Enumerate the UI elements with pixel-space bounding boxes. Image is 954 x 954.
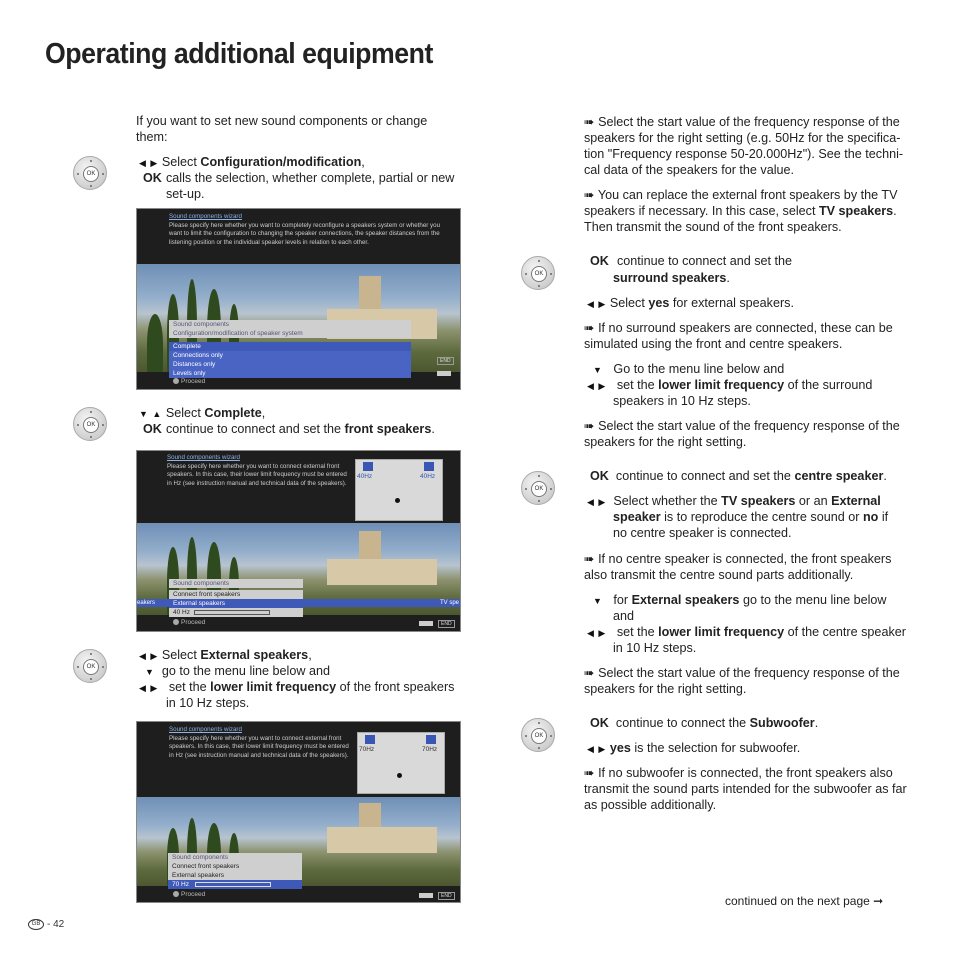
left-speaker-icon xyxy=(365,735,375,744)
note-replace-speakers: ➠ You can replace the external front speakers by the TV speakers if necessary. In this case, select TV speakers. Then transmit the sound of the front speakers. xyxy=(584,188,898,234)
ok-key-icon xyxy=(173,619,179,625)
page-number: - 42 xyxy=(47,919,65,931)
right-speaker-icon xyxy=(424,462,434,471)
down2-line2: and xyxy=(613,609,635,623)
frequency-slider[interactable] xyxy=(195,882,271,887)
left-right-arrows-icon: ◀ ▶ xyxy=(587,628,607,638)
left-right-arrows-icon: ◀ ▶ xyxy=(139,158,159,168)
left-frequency: 40Hz xyxy=(357,473,373,480)
right-edge-label: TV spe xyxy=(440,600,460,606)
set2-line: ◀ ▶ set the lower limit frequency of the centre speaker xyxy=(587,625,906,639)
tv-screen-2 xyxy=(136,450,461,632)
pointing-hand-icon: ➠ xyxy=(584,552,595,566)
menu-item-levels-only[interactable]: Levels only xyxy=(169,369,411,378)
end-key: END xyxy=(438,892,455,900)
menu-item-external-speakers[interactable]: External speakers xyxy=(169,599,303,608)
set1-line: ◀ ▶ set the lower limit frequency of the surround xyxy=(587,378,873,392)
tv-screen-1 xyxy=(136,208,461,390)
pointing-hand-icon: ➠ xyxy=(584,766,595,780)
note-start-value: ➠ Select the start value of the frequency response of the speakers for the right setting (e.g. 50Hz for the specifica-tion "Frequency response 50-20.000Hz"). See the techni-cal data of the speakers for the value. xyxy=(584,115,904,177)
ok-key-icon xyxy=(173,378,179,384)
ok2-line: OK continue to connect and set the centre speaker. xyxy=(590,469,887,483)
menu-item-connect-front[interactable]: Connect front speakers xyxy=(169,590,303,599)
pointing-hand-icon: ➠ xyxy=(584,419,595,433)
set1-line2: speakers in 10 Hz steps. xyxy=(613,394,751,408)
down1-line: ▼ Go to the menu line below and xyxy=(593,362,785,376)
sel2-line: ◀ ▶ Select whether the TV speakers or an External xyxy=(587,494,881,508)
back-key-icon xyxy=(419,621,433,626)
ok-label: OK xyxy=(531,266,547,282)
menu-header: Sound components xyxy=(168,853,302,862)
sel1-line: ◀ ▶ Select yes for external speakers. xyxy=(587,296,794,310)
note-no-subwoofer: ➠ If no subwoofer is connected, the front speakers also transmit the sound parts intended for the subwoofer as far as possible additionally. xyxy=(584,766,907,812)
ok-label: OK xyxy=(83,659,99,675)
down-arrow-icon: ▼ xyxy=(593,596,603,606)
listener-position-icon xyxy=(397,773,402,778)
left-right-arrows-icon: ◀ ▶ xyxy=(139,683,159,693)
down2-line: ▼ for External speakers go to the menu line below xyxy=(593,593,887,607)
step1-line1: ◀ ▶ Select Configuration/modification, xyxy=(139,155,365,169)
sound-components-menu xyxy=(169,320,411,378)
step3-line3: ◀ ▶ set the lower limit frequency of the front speakers xyxy=(139,680,455,694)
set2-line2: in 10 Hz steps. xyxy=(613,641,697,655)
sel2-line3: no centre speaker is connected. xyxy=(613,526,792,540)
wizard-text: Please specify here whether you want to connect external front speakers. In this case, their lower limit frequency must be entered in Hz (see instruction manual and technical data of the speakers). xyxy=(169,734,349,759)
proceed-hint: Proceed xyxy=(173,378,205,385)
step2-line1: ▼ ▲ Select Complete, xyxy=(139,406,266,420)
down-arrow-icon: ▼ xyxy=(145,667,155,677)
menu-subheader: Configuration/modification of speaker system xyxy=(169,329,411,338)
ok-button-graphic xyxy=(73,407,107,441)
ok3-line: OK continue to connect the Subwoofer. xyxy=(590,716,819,730)
left-frequency: 70Hz xyxy=(359,746,375,753)
ok-button-graphic xyxy=(73,649,107,683)
ok1-text: continue to connect and set the xyxy=(617,254,793,268)
back-key-icon xyxy=(419,893,433,898)
note-start-value-3: ➠ Select the start value of the frequency response of the speakers for the right setting. xyxy=(584,666,900,696)
back-key-icon xyxy=(437,371,451,376)
menu-header: Sound components xyxy=(169,320,411,329)
step1-ok: OK xyxy=(143,171,162,185)
end-key: END xyxy=(437,357,454,365)
speaker-diagram xyxy=(355,459,443,521)
note-no-surround: ➠ If no surround speakers are connected, these can be simulated using the front and centre speakers. xyxy=(584,321,893,351)
frequency-slider[interactable] xyxy=(194,610,270,615)
ok-button-graphic xyxy=(73,156,107,190)
intro-text: If you want to set new sound components or change them: xyxy=(136,114,428,144)
step3-line4: in 10 Hz steps. xyxy=(166,696,250,710)
ok-button-graphic xyxy=(521,256,555,290)
pointing-hand-icon: ➠ xyxy=(584,115,595,129)
left-right-arrows-icon: ◀ ▶ xyxy=(587,299,607,309)
left-right-arrows-icon: ◀ ▶ xyxy=(587,497,607,507)
ok-label: OK xyxy=(83,166,99,182)
proceed-hint: Proceed xyxy=(173,891,205,898)
wizard-text: Please specify here whether you want to completely reconfigure a speakers system or whether you want to limit the configuration to changing the speaker connections, the speaker distances from the listening position or the individual speaker levels in relation to each other. xyxy=(169,221,441,246)
sel2-line2: speaker is to reproduce the centre sound or no if xyxy=(613,510,889,524)
menu-item-external-speakers[interactable]: External speakers xyxy=(168,871,302,880)
listener-position-icon xyxy=(395,498,400,503)
speaker-diagram xyxy=(357,732,445,794)
step1-line2: calls the selection, whether complete, partial or new set-up. xyxy=(166,171,455,201)
sel3-line: ◀ ▶ yes is the selection for subwoofer. xyxy=(587,741,801,755)
menu-header: Sound components xyxy=(169,579,303,588)
right-frequency: 40Hz xyxy=(420,473,436,480)
wizard-title: Sound components wizard xyxy=(169,726,242,733)
wizard-text: Please specify here whether you want to connect external front speakers. In this case, their lower limit frequency must be entered in Hz (see instruction manual and technical data of the speakers). xyxy=(167,462,347,487)
sound-components-menu xyxy=(168,853,302,889)
ok-label: OK xyxy=(531,728,547,744)
left-right-arrows-icon: ◀ ▶ xyxy=(139,651,159,661)
left-edge-label: eakers xyxy=(137,600,156,606)
menu-item-frequency[interactable]: 70 Hz xyxy=(168,880,302,889)
ok-label: OK xyxy=(531,481,547,497)
ok1-ok: OK xyxy=(590,254,609,268)
proceed-hint: Proceed xyxy=(173,619,205,626)
continued-note: continued on the next page ➞ xyxy=(725,894,884,908)
right-frequency: 70Hz xyxy=(422,746,438,753)
step3-line2: ▼ go to the menu line below and xyxy=(145,664,330,678)
ok-label: OK xyxy=(83,417,99,433)
ok-button-graphic xyxy=(521,718,555,752)
step2-line2: continue to connect and set the front speakers. xyxy=(166,422,435,436)
arrow-right-icon: ➞ xyxy=(873,894,884,908)
down-arrow-icon: ▼ xyxy=(593,365,603,375)
sound-components-menu xyxy=(169,579,303,617)
up-down-arrows-icon: ▼ ▲ xyxy=(139,409,163,419)
menu-item-connections-only[interactable]: Connections only xyxy=(169,351,411,360)
note-start-value-2: ➠ Select the start value of the frequency response of the speakers for the right setting. xyxy=(584,419,900,449)
menu-item-connect-front[interactable]: Connect front speakers xyxy=(168,862,302,871)
menu-item-distances-only[interactable]: Distances only xyxy=(169,360,411,369)
ok1-bold: surround speakers. xyxy=(613,271,730,285)
left-speaker-icon xyxy=(363,462,373,471)
end-key: END xyxy=(438,620,455,628)
wizard-title: Sound components wizard xyxy=(167,454,240,461)
pointing-hand-icon: ➠ xyxy=(584,666,595,680)
page-title: Operating additional equipment xyxy=(45,38,433,70)
menu-item-complete[interactable]: Complete xyxy=(169,342,411,351)
country-badge: GB xyxy=(28,919,44,930)
pointing-hand-icon: ➠ xyxy=(584,188,595,202)
pointing-hand-icon: ➠ xyxy=(584,321,595,335)
note-no-centre: ➠ If no centre speaker is connected, the front speakers also transmit the centre sound parts additionally. xyxy=(584,552,892,582)
left-right-arrows-icon: ◀ ▶ xyxy=(587,381,607,391)
ok-key-icon xyxy=(173,891,179,897)
menu-item-frequency[interactable]: 40 Hz xyxy=(169,608,303,617)
step3-line1: ◀ ▶ Select External speakers, xyxy=(139,648,312,662)
left-right-arrows-icon: ◀ ▶ xyxy=(587,744,607,754)
ok-button-graphic xyxy=(521,471,555,505)
page-footer xyxy=(28,919,64,930)
wizard-title: Sound components wizard xyxy=(169,213,242,220)
right-speaker-icon xyxy=(426,735,436,744)
step2-ok: OK xyxy=(143,422,162,436)
tv-screen-3 xyxy=(136,721,461,903)
